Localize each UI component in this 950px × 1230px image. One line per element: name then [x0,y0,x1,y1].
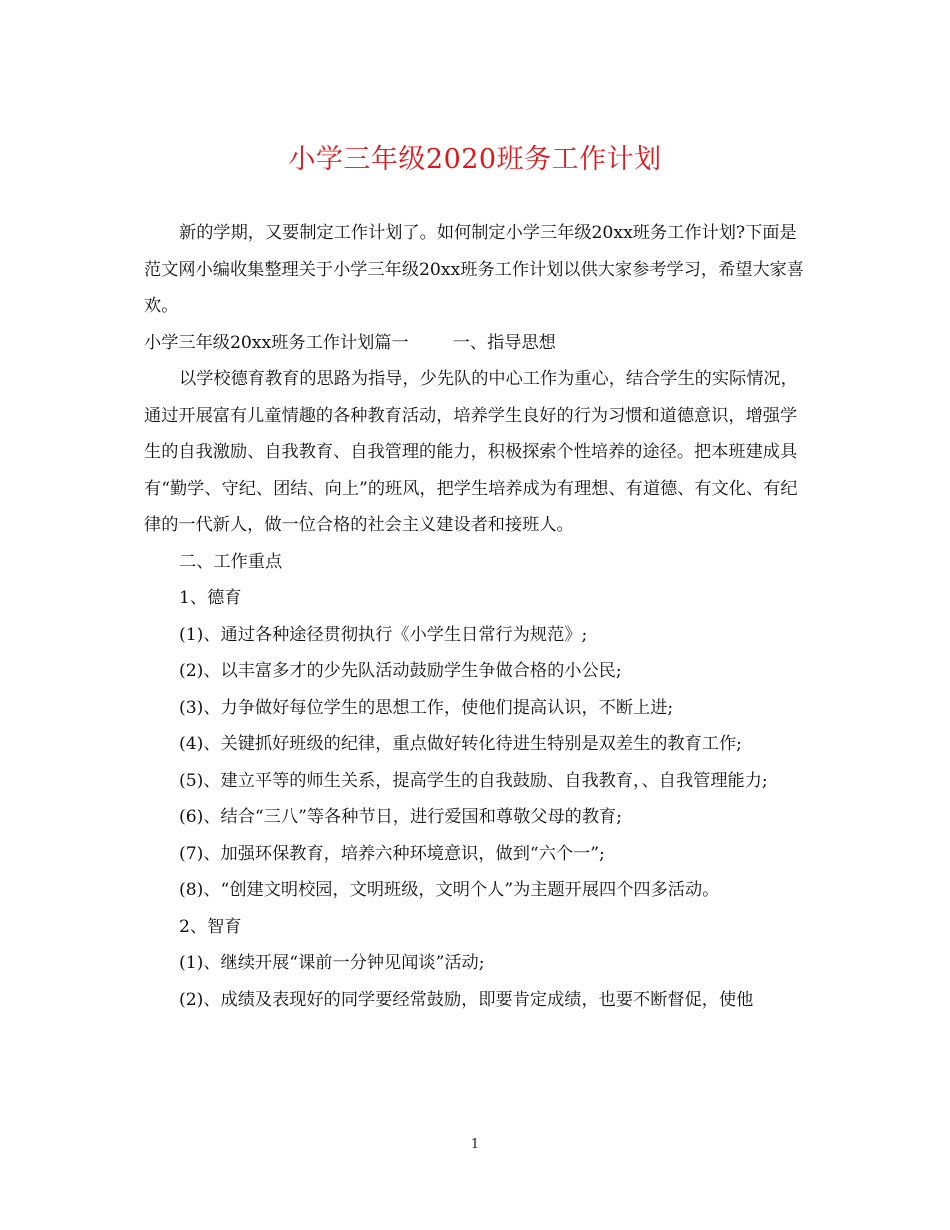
moral-heading: 1、德育 [179,588,242,608]
moral-item-1: (1)、通过各种途径贯彻执行《小学生日常行为规范》; [179,624,588,645]
focus-heading: 二、工作重点 [179,551,283,572]
moral-item-6: (6)、结合“三八”等各种节日，进行爱国和尊敬父母的教育; [179,807,623,827]
section-heading-left: 小学三年级20xx班务工作计划篇一 [144,332,409,353]
moral-item-7: (7)、加强环保教育，培养六种环境意识，做到“六个一”; [179,843,605,864]
section-heading [144,325,808,362]
page-number: 1 [470,1137,480,1152]
intellectual-item-1: (1)、继续开展“课前一分钟见闻谈”活动; [179,953,485,973]
moral-item-4: (4)、关键抓好班级的纪律，重点做好转化待进生特别是双差生的教育工作; [179,734,742,754]
moral-item-3: (3)、力争做好每位学生的思想工作，使他们提高认识，不断上进; [179,697,674,718]
section-heading-right: 一、指导思想 [452,332,556,353]
moral-item-2: (2)、以丰富多才的少先队活动鼓励学生争做合格的小公民; [179,661,622,681]
document-body [144,215,808,1018]
guiding-paragraph: 以学校德育教育的思路为指导，少先队的中心工作为重心，结合学生的实际情况，通过开展富有儿童情趣的各种教育活动，培养学生良好的行为习惯和道德意识，增强学生的自我激励、自我教育、自我管理的能力，积极探索个性培养的途径。把本班建成具有“勤学、守纪、团结、向上”的班风，把学生培养成为有理想、有道德、有文化、有纪律的一代新人，做一位合格的社会主义建设者和接班人。 [144,369,798,535]
moral-item-8: (8)、“创建文明校园，文明班级，文明个人”为主题开展四个四多活动。 [179,880,720,900]
document-title: 小学三年级2020班务工作计划 [288,144,662,175]
intellectual-heading: 2、智育 [179,916,242,937]
intro-paragraph: 新的学期，又要制定工作计划了。如何制定小学三年级20xx班务工作计划?下面是范文网小编收集整理关于小学三年级20xx班务工作计划以供大家参考学习，希望大家喜欢。 [144,223,805,316]
intellectual-item-2: (2)、成绩及表现好的同学要经常鼓励，即要肯定成绩，也要不断督促，使他 [179,989,754,1010]
moral-item-5: (5)、建立平等的师生关系，提高学生的自我鼓励、自我教育，、自我管理能力; [179,770,768,791]
